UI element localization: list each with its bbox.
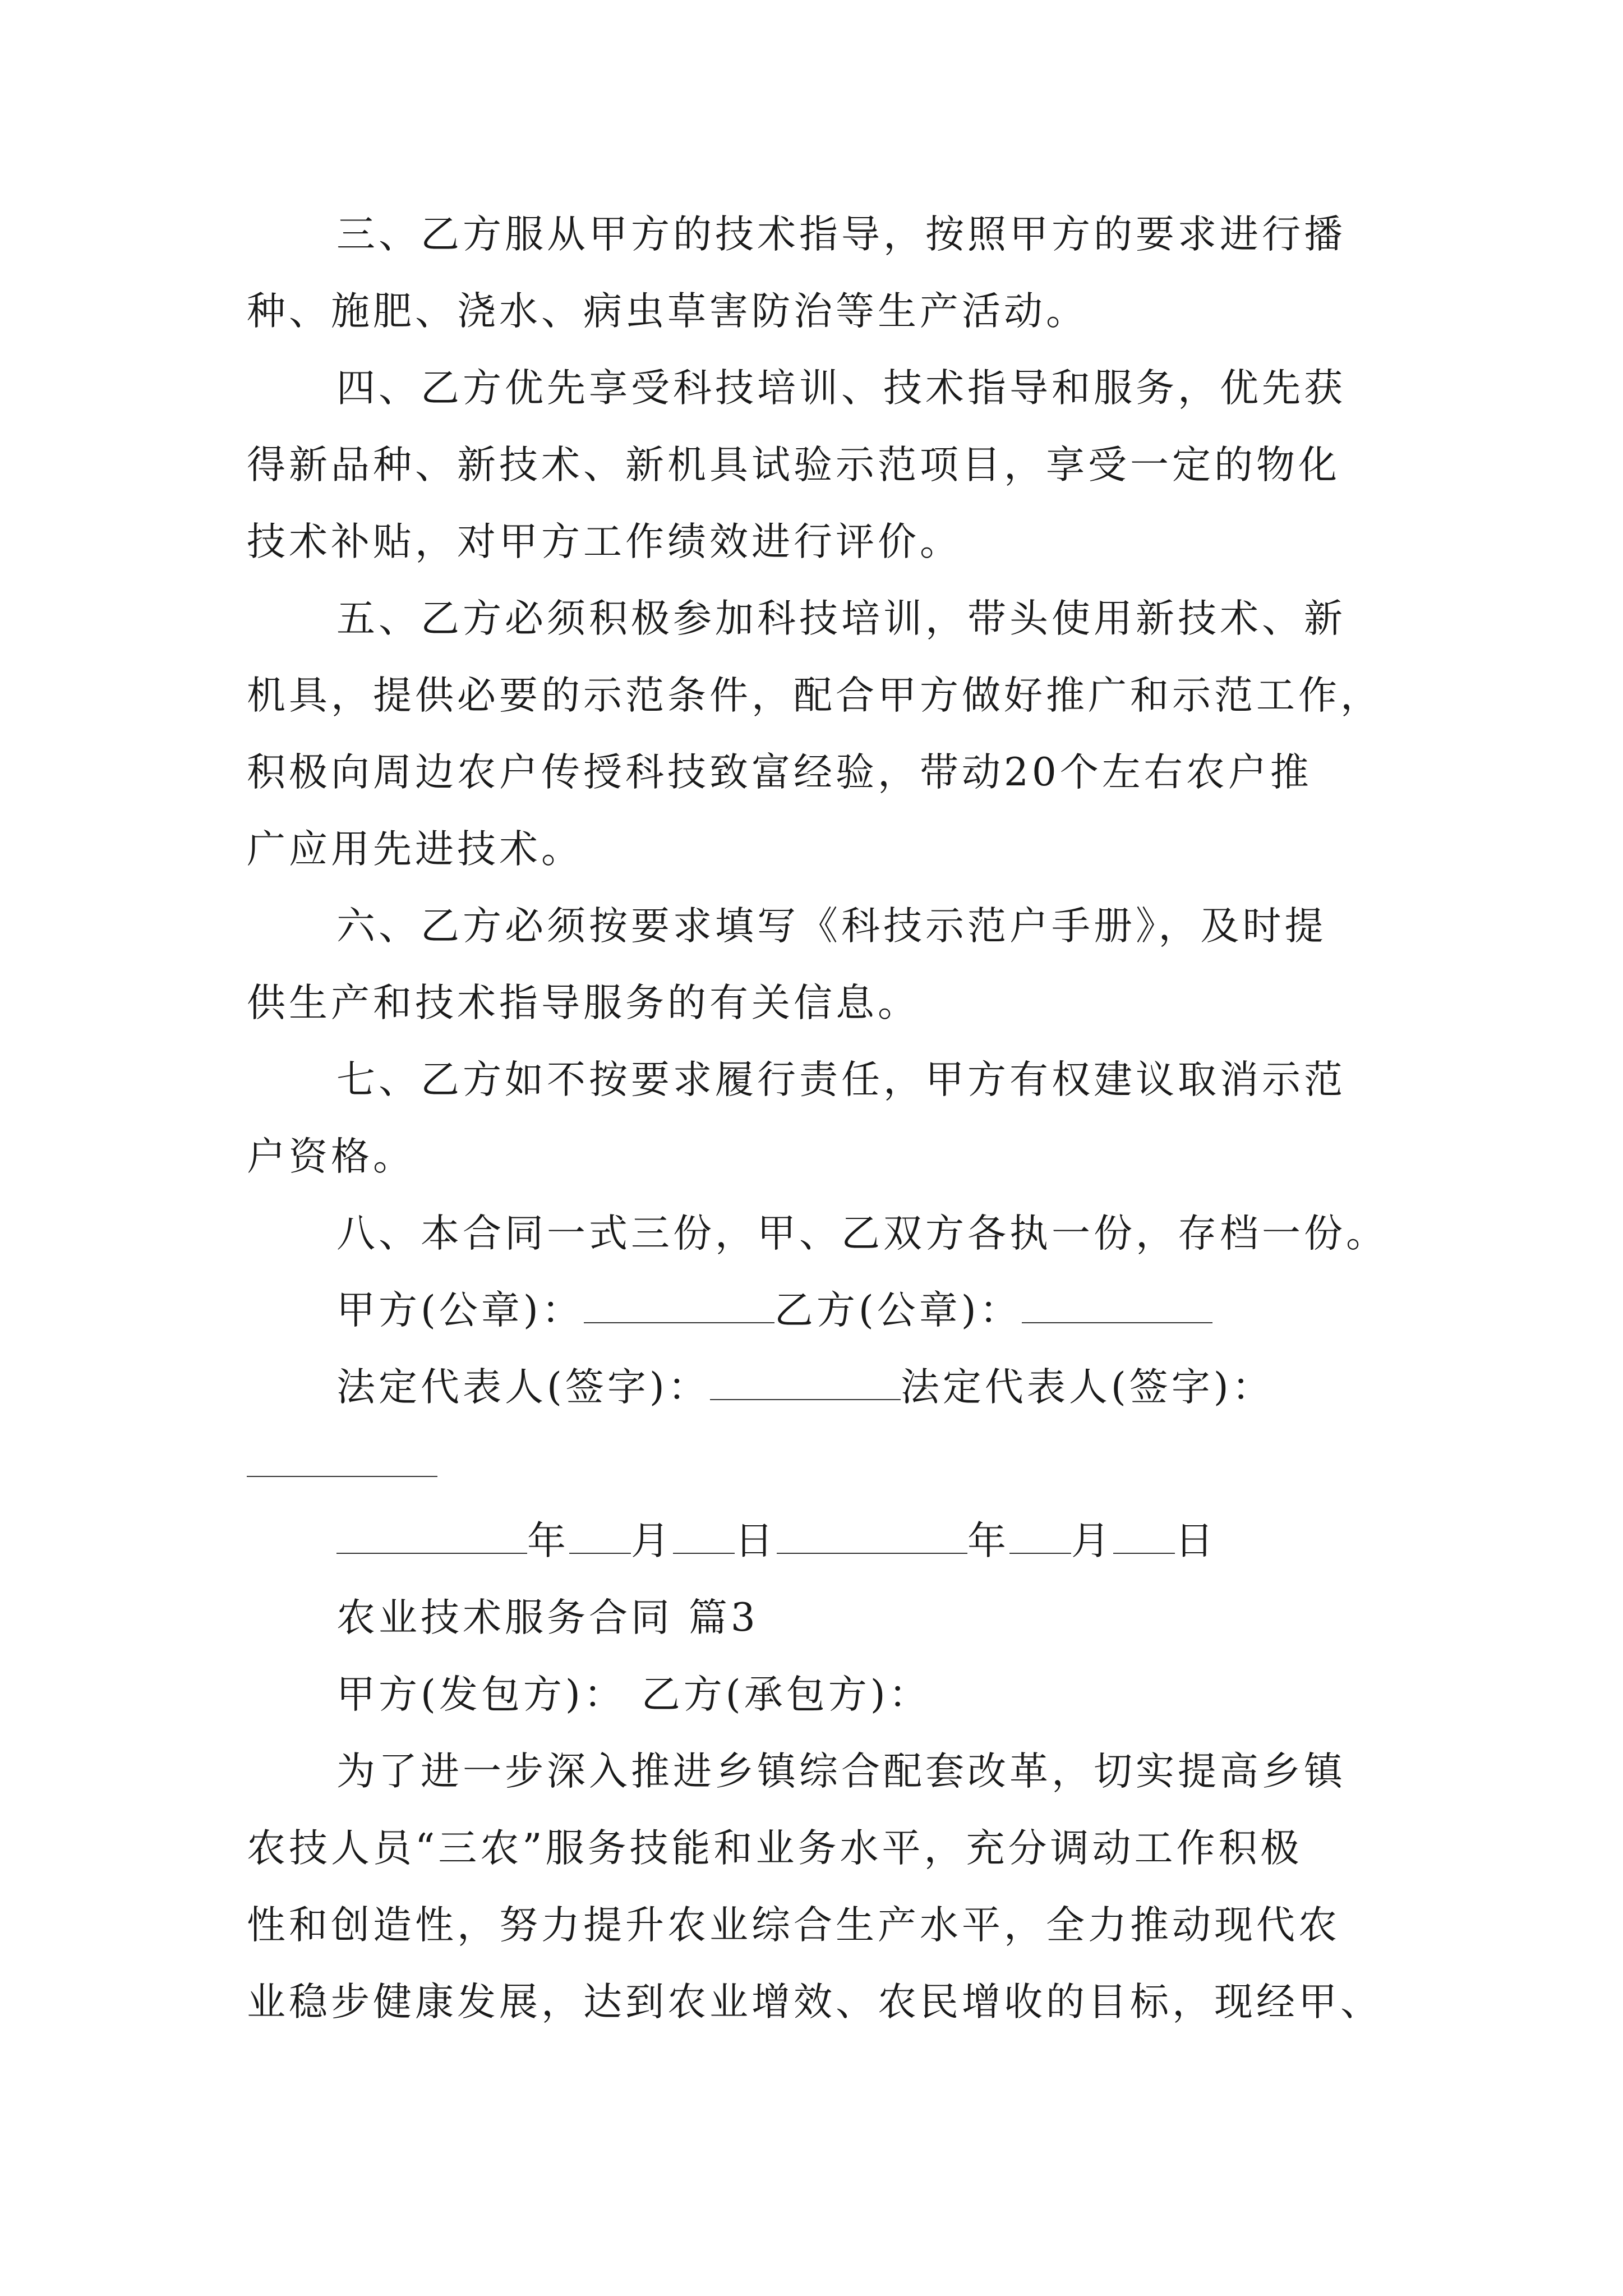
date-line (247, 1503, 1385, 1580)
seal-line (247, 1272, 1385, 1349)
clause-7-line-1: 七、乙方如不按要求履行责任，甲方有权建议取消示范 (336, 1057, 1346, 1102)
party-b-day-label: 日 (1175, 1519, 1217, 1563)
party-a-day-blank[interactable] (673, 1519, 735, 1554)
section-3-intro-line-3: 性和创造性，努力提升农业综合生产水平，全力推动现代农 (247, 1903, 1340, 1948)
clause-5-line-1: 五、乙方必须积极参加科技培训，带头使用新技术、新 (336, 596, 1346, 641)
representative-line (247, 1349, 1385, 1426)
party-a-day-label: 日 (735, 1519, 777, 1563)
clause-4-line-1: 四、乙方优先享受科技培训、技术指导和服务，优先获 (336, 366, 1346, 411)
party-b-month-blank[interactable] (1009, 1519, 1071, 1554)
clause-4-line-2: 得新品种、新技术、新机具试验示范项目，享受一定的物化 (247, 443, 1340, 487)
party-a-year-label: 年 (527, 1519, 569, 1563)
clause-3-line-2: 种、施肥、浇水、病虫草害防治等生产活动。 (247, 289, 1088, 334)
clause-5-line-4: 广应用先进技术。 (247, 827, 583, 872)
section-3-intro-line-1: 为了进一步深入推进乡镇综合配套改革，切实提高乡镇 (336, 1749, 1346, 1794)
party-b-day-blank[interactable] (1113, 1519, 1175, 1554)
clause-4-line-3: 技术补贴，对甲方工作绩效进行评价。 (247, 519, 962, 564)
section-3-heading: 农业技术服务合同 篇3 (336, 1595, 759, 1640)
section-3-intro-line-4: 业稳步健康发展，达到农业增效、农民增收的目标，现经甲、 (247, 1980, 1382, 2024)
clause-6-line-1: 六、乙方必须按要求填写《科技示范户手册》，及时提 (336, 904, 1327, 949)
party-b-year-blank[interactable] (777, 1519, 967, 1554)
section-3-intro-line-2: 农技人员“三农”服务技能和业务水平，充分调动工作积极 (247, 1826, 1303, 1871)
party-b-rep-blank[interactable] (247, 1442, 437, 1477)
clause-5-line-3: 积极向周边农户传授科技致富经验，带动20个左右农户推 (247, 750, 1312, 795)
party-a-seal-blank[interactable] (584, 1289, 774, 1323)
clause-3-line-1: 三、乙方服从甲方的技术指导，按照甲方的要求进行播 (336, 212, 1346, 257)
clause-6-line-2: 供生产和技术指导服务的有关信息。 (247, 981, 920, 1025)
document-body (247, 196, 1388, 2041)
section-3-parties: 甲方(发包方)： 乙方(承包方)： (336, 1672, 931, 1717)
party-b-rep-label: 法定代表人(签字)： (900, 1365, 1274, 1410)
clause-8-line-1: 八、本合同一式三份，甲、乙双方各执一份，存档一份。 (336, 1211, 1388, 1256)
party-b-month-label: 月 (1071, 1519, 1113, 1563)
party-a-rep-blank[interactable] (710, 1365, 901, 1400)
party-a-year-blank[interactable] (336, 1519, 527, 1554)
clause-5-line-2: 机具，提供必要的示范条件，配合甲方做好推广和示范工作， (247, 673, 1382, 718)
party-a-month-label: 月 (631, 1519, 673, 1563)
party-a-seal-label: 甲方(公章)： (336, 1288, 584, 1333)
representative-continuation-line (247, 1426, 1385, 1503)
party-a-rep-label: 法定代表人(签字)： (336, 1365, 710, 1410)
clause-7-line-2: 户资格。 (247, 1134, 415, 1179)
party-b-year-label: 年 (967, 1519, 1009, 1563)
party-b-seal-blank[interactable] (1022, 1289, 1212, 1323)
party-b-seal-label: 乙方(公章)： (774, 1288, 1022, 1333)
party-a-month-blank[interactable] (569, 1519, 631, 1554)
